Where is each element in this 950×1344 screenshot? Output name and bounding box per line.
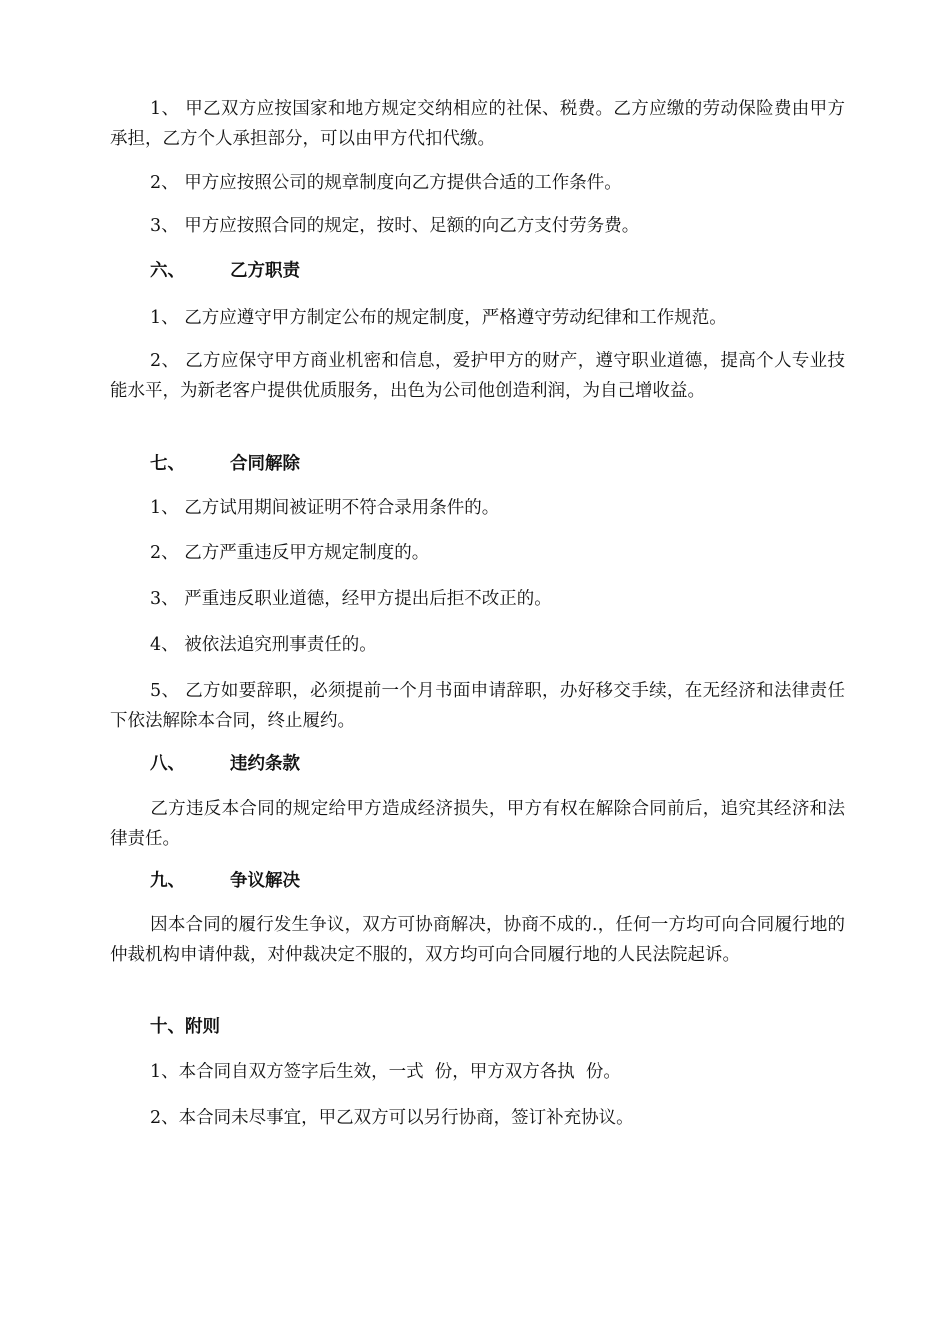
paragraph-obey-rules — [110, 303, 845, 333]
paragraph-text: 1、本合同自双方签字后生效，一式 份，甲方双方各执 份。 — [150, 1062, 621, 1082]
paragraph-ethics — [110, 584, 845, 614]
paragraph-supplement — [110, 1103, 845, 1133]
section-heading-ten — [150, 1012, 220, 1042]
paragraph-breach — [110, 794, 845, 854]
paragraph-criminal — [110, 630, 845, 660]
section-title: 合同解除 — [230, 454, 300, 474]
paragraph-text: 3、 严重违反职业道德，经甲方提出后拒不改正的。 — [150, 589, 552, 609]
paragraph-text: 2、 乙方应保守甲方商业机密和信息，爱护甲方的财产，遵守职业道德，提高个人专业技能水平，为新老客户提供优质服务，出色为公司他创造利润，为自己增收益。 — [110, 351, 845, 401]
paragraph-text: 3、 甲方应按照合同的规定，按时、足额的向乙方支付劳务费。 — [150, 216, 640, 236]
section-title: 违约条款 — [230, 754, 300, 774]
section-heading-seven — [150, 449, 300, 479]
paragraph-probation — [110, 493, 845, 523]
paragraph-text: 因本合同的履行发生争议，双方可协商解决，协商不成的.，任何一方均可向合同履行地的仲裁机构申请仲裁，对仲裁决定不服的，双方均可向合同履行地的人民法院起诉。 — [110, 915, 845, 965]
paragraph-text: 2、 乙方严重违反甲方规定制度的。 — [150, 543, 430, 563]
paragraph-social-insurance — [110, 94, 845, 154]
section-number: 九、 — [150, 871, 185, 891]
paragraph-text: 4、 被依法追究刑事责任的。 — [150, 635, 377, 655]
paragraph-text: 1、 甲乙双方应按国家和地方规定交纳相应的社保、税费。乙方应缴的劳动保险费由甲方承担，乙方个人承担部分，可以由甲方代扣代缴。 — [110, 99, 845, 149]
paragraph-text: 1、 乙方应遵守甲方制定公布的规定制度，严格遵守劳动纪律和工作规范。 — [150, 308, 727, 328]
paragraph-confidentiality — [110, 346, 845, 406]
paragraph-dispute — [110, 910, 845, 970]
paragraph-text: 2、本合同未尽事宜，甲乙双方可以另行协商，签订补充协议。 — [150, 1108, 634, 1128]
paragraph-resignation — [110, 676, 845, 736]
paragraph-text: 2、 甲方应按照公司的规章制度向乙方提供合适的工作条件。 — [150, 173, 622, 193]
paragraph-work-conditions — [110, 168, 845, 198]
paragraph-violation — [110, 538, 845, 568]
section-number: 七、 — [150, 454, 185, 474]
section-number: 六、 — [150, 261, 185, 281]
section-number: 八、 — [150, 754, 185, 774]
section-title: 争议解决 — [230, 871, 300, 891]
paragraph-text: 1、 乙方试用期间被证明不符合录用条件的。 — [150, 498, 500, 518]
paragraph-text: 乙方违反本合同的规定给甲方造成经济损失，甲方有权在解除合同前后，追究其经济和法律责任。 — [110, 799, 845, 849]
paragraph-payment — [110, 211, 845, 241]
section-title: 乙方职责 — [230, 261, 300, 281]
paragraph-effective — [110, 1057, 845, 1087]
section-heading-eight — [150, 749, 300, 779]
section-heading-nine — [150, 866, 300, 896]
section-title: 十、附则 — [150, 1017, 220, 1037]
section-heading-six — [150, 256, 300, 286]
paragraph-text: 5、 乙方如要辞职，必须提前一个月书面申请辞职，办好移交手续，在无经济和法律责任下依法解除本合同，终止履约。 — [110, 681, 845, 731]
